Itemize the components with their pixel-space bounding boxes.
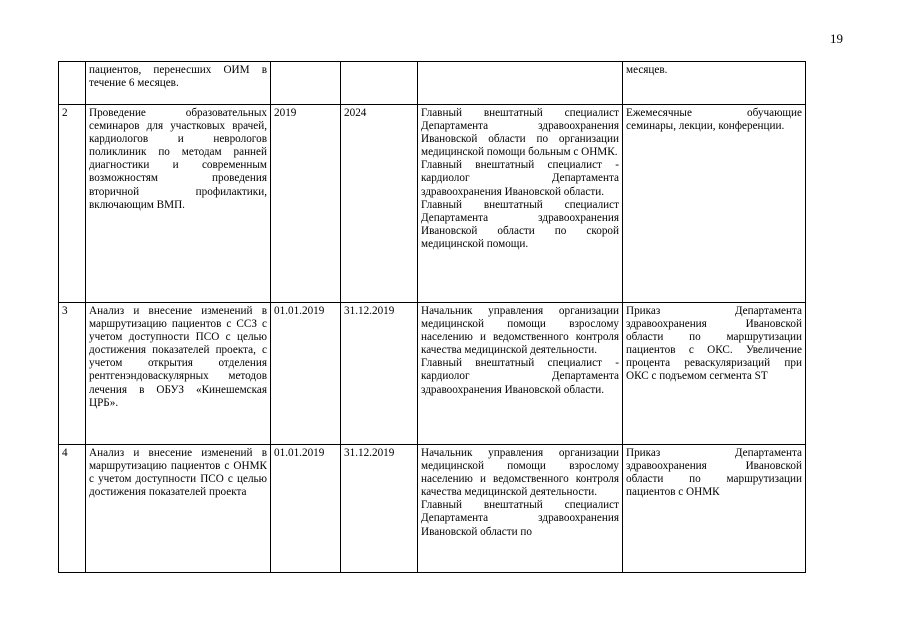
- action-plan-table: [58, 61, 806, 573]
- end-date-cell: 31.12.2019: [341, 303, 418, 445]
- responsible-cell: [418, 303, 623, 445]
- responsible-paragraph: Главный внештатный специалист Департамента здравоохранения Ивановской области по организации медицинской помощи больным с ОНМК.: [421, 107, 619, 159]
- responsible-paragraph: Главный внештатный специалист Департамента здравоохранения Ивановской области по: [421, 499, 619, 538]
- result-cell: месяцев.: [623, 62, 806, 105]
- responsible-paragraph: Главный внештатный специалист Департамента здравоохранения Ивановской области по скорой медицинской помощи.: [421, 198, 619, 250]
- responsible-paragraph: Начальник управления организации медицинской помощи взрослому населению и ведомственного контроля качества медицинской деятельности.: [421, 305, 619, 357]
- result-cell: Приказ Департамента здравоохранения Ивановской области по маршрутизации пациентов с ОКС. Увеличение процента реваскуляризаций при ОКС с подъемом сегмента ST: [623, 303, 806, 445]
- row-number-cell: 2: [59, 105, 86, 303]
- task-cell: Анализ и внесение изменений в маршрутизацию пациентов с ОНМК с учетом доступности ПСО с целью достижения показателей проекта: [86, 445, 271, 573]
- end-date-cell: [341, 62, 418, 105]
- table-row: [59, 105, 806, 303]
- start-date-cell: 01.01.2019: [271, 445, 341, 573]
- table-row: [59, 303, 806, 445]
- row-number-cell: 4: [59, 445, 86, 573]
- table-row: [59, 445, 806, 573]
- result-cell: Приказ Департамента здравоохранения Ивановской области по маршрутизации пациентов с ОНМК: [623, 445, 806, 573]
- task-cell: Проведение образовательных семинаров для участковых врачей, кардиологов и неврологов поликлиник по методам ранней диагностики и современным возможностям проведения вторичной профилактики, включающим ВМП.: [86, 105, 271, 303]
- responsible-cell: [418, 445, 623, 573]
- row-number-cell: 3: [59, 303, 86, 445]
- end-date-cell: 2024: [341, 105, 418, 303]
- start-date-cell: 2019: [271, 105, 341, 303]
- start-date-cell: 01.01.2019: [271, 303, 341, 445]
- responsible-paragraph: Начальник управления организации медицинской помощи взрослому населению и ведомственного контроля качества медицинской деятельности.: [421, 447, 619, 499]
- responsible-paragraph: Главный внештатный специалист - кардиолог Департамента здравоохранения Ивановской области.: [421, 159, 619, 198]
- responsible-paragraph: Главный внештатный специалист - кардиолог Департамента здравоохранения Ивановской области.: [421, 357, 619, 396]
- end-date-cell: 31.12.2019: [341, 445, 418, 573]
- task-cell: Анализ и внесение изменений в маршрутизацию пациентов с ССЗ с учетом доступности ПСО с целью достижения показателей проекта, с учетом открытия отделения рентгенэндоваскулярных методов лечения в ОБУЗ «Кинешемская ЦРБ».: [86, 303, 271, 445]
- page-number: 19: [830, 31, 843, 46]
- responsible-cell: [418, 105, 623, 303]
- table-row: [59, 62, 806, 105]
- row-number-cell: [59, 62, 86, 105]
- responsible-cell: [418, 62, 623, 105]
- task-cell: пациентов, перенесших ОИМ в течение 6 месяцев.: [86, 62, 271, 105]
- result-cell: Ежемесячные обучающие семинары, лекции, конференции.: [623, 105, 806, 303]
- start-date-cell: [271, 62, 341, 105]
